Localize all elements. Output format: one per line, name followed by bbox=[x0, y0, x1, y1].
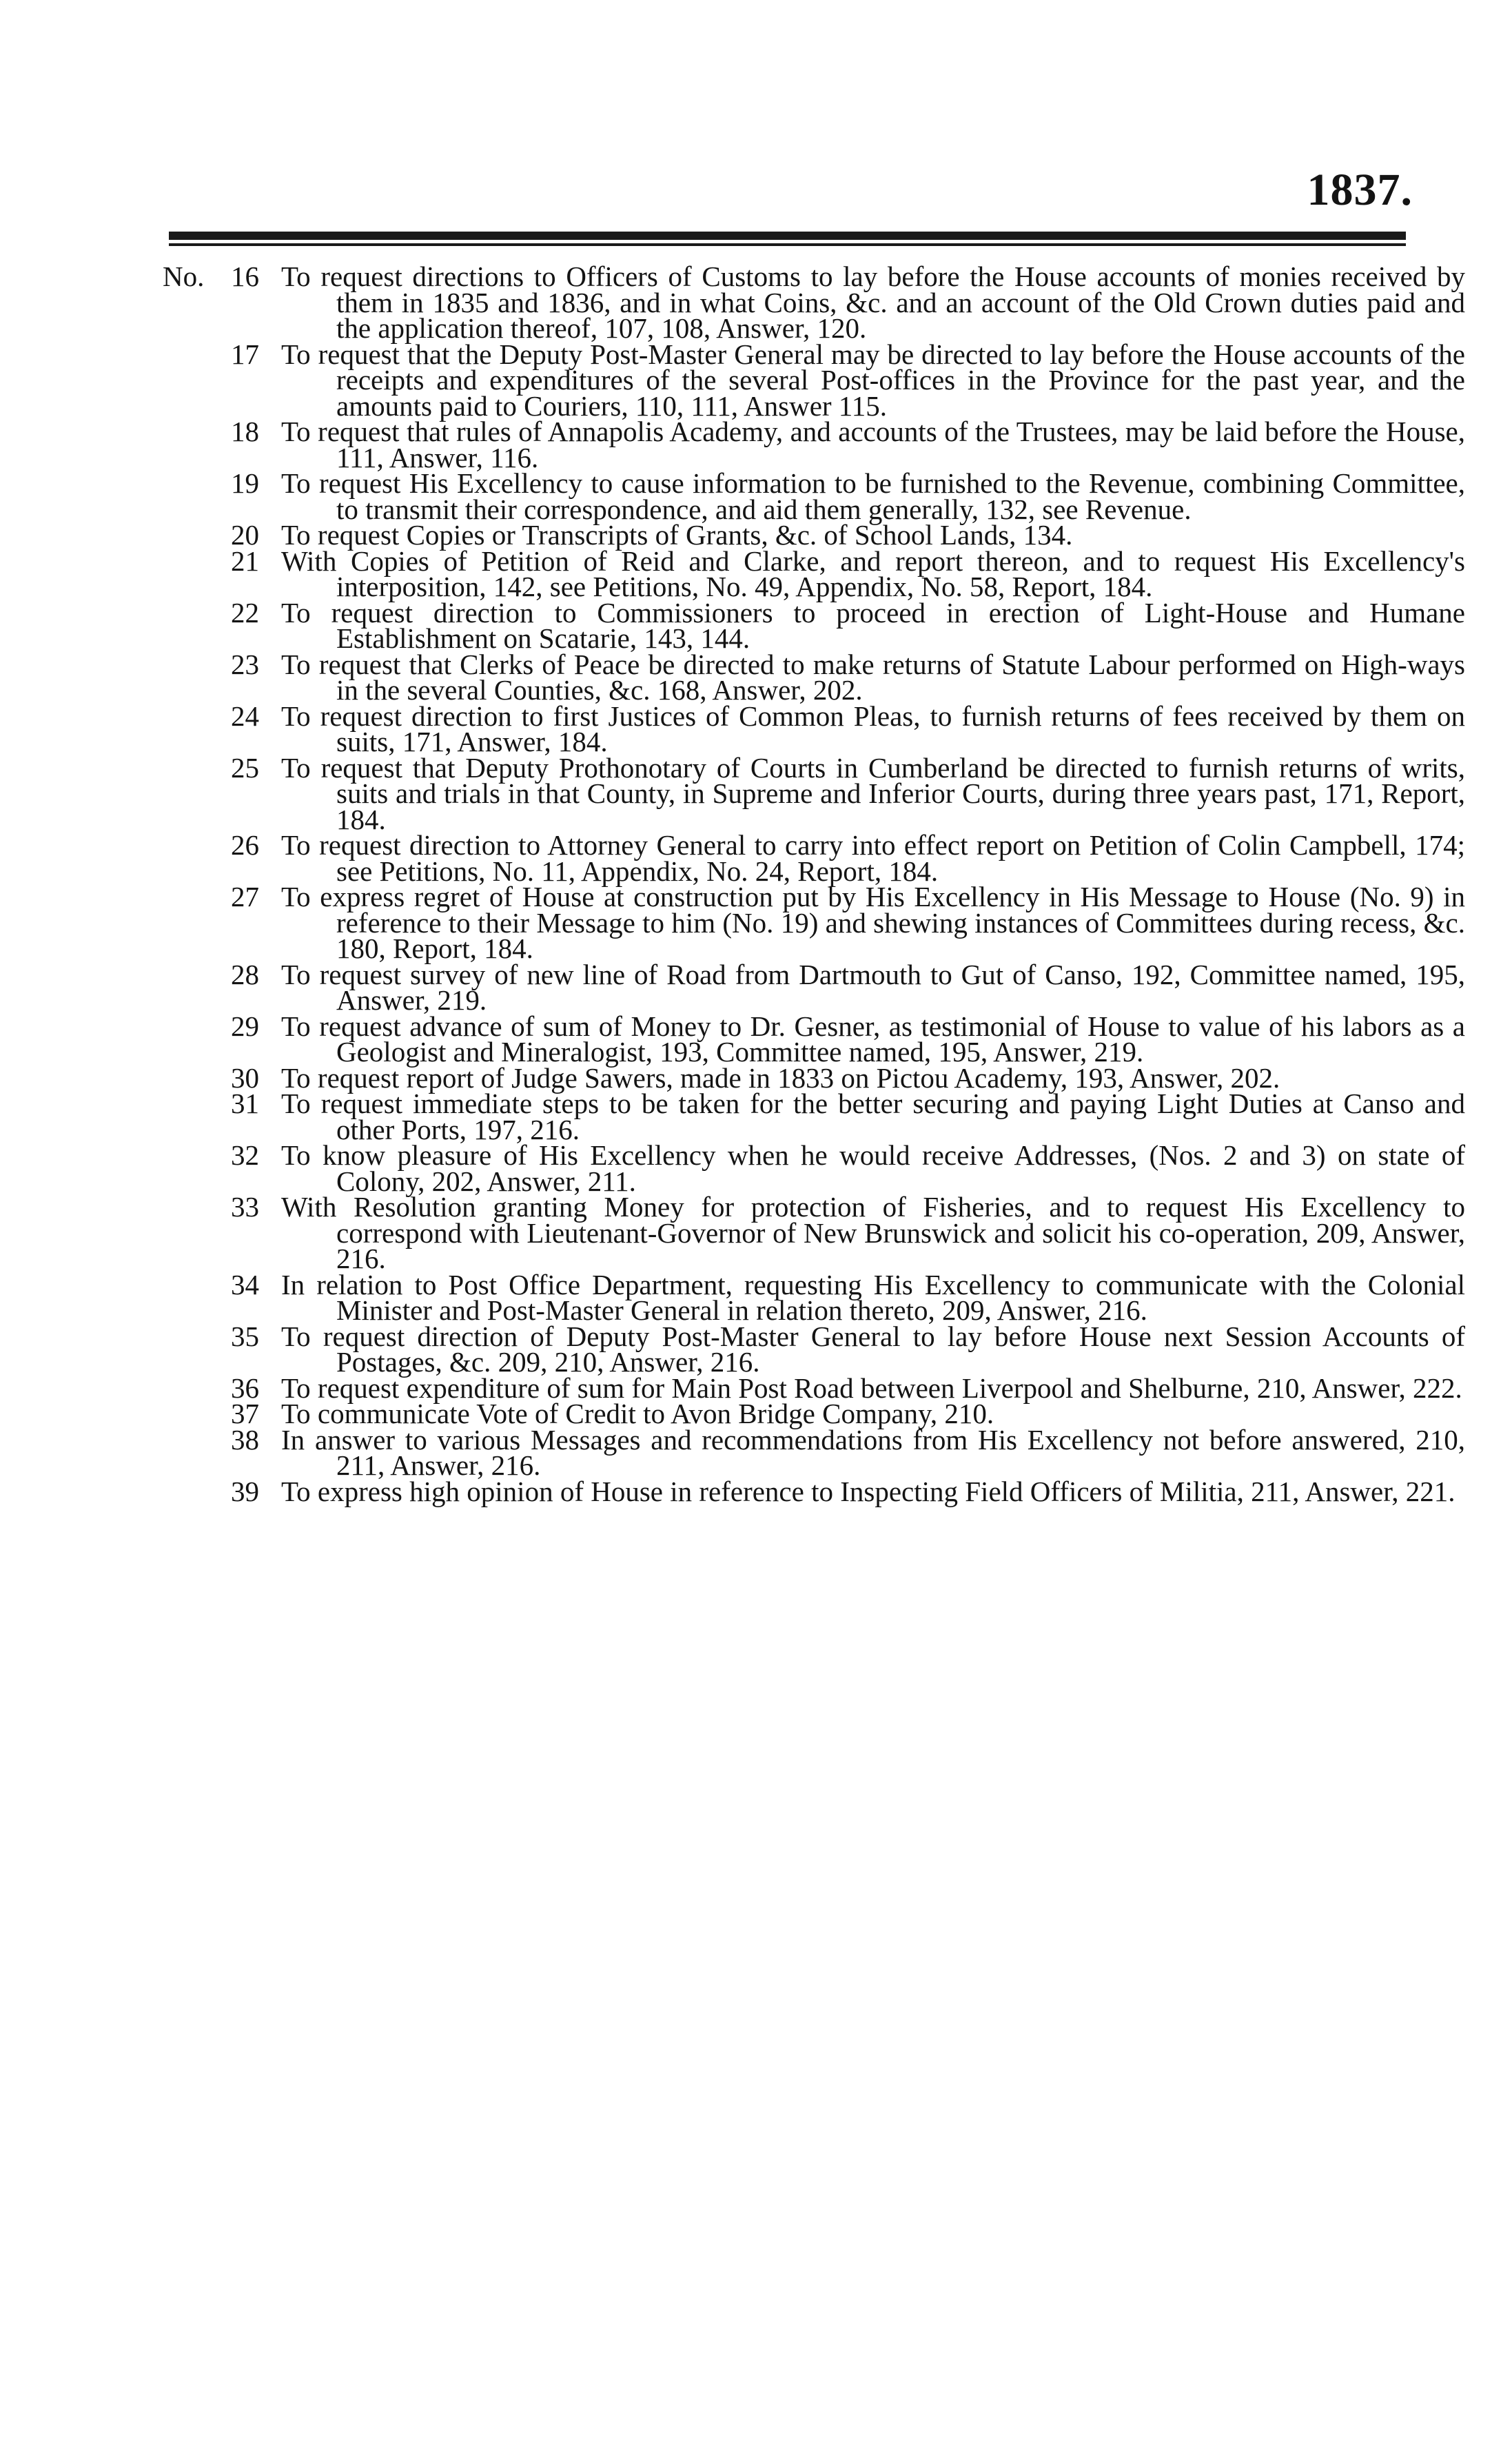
entry-number: 32 bbox=[231, 1139, 259, 1171]
list-item bbox=[0, 467, 1512, 525]
entry-number: 33 bbox=[231, 1191, 259, 1223]
entry-number: 35 bbox=[231, 1320, 259, 1352]
list-item bbox=[0, 1268, 1512, 1326]
entry-text: To request that rules of Annapolis Academy, and accounts of the Trustees, may be laid before the House, 111, Answer, 116. bbox=[281, 416, 1465, 473]
entry-text: To request expenditure of sum for Main Post Road between Liverpool and Shelburne, 210, Answer, 222. bbox=[281, 1371, 1462, 1404]
list-item bbox=[0, 261, 1512, 344]
entry-text: To request that Deputy Prothonotary of Courts in Cumberland be directed to furnish returns of writs, suits and trials in that County, in Supreme and Inferior Courts, during three years past, 171, Report, 184. bbox=[281, 751, 1465, 835]
entry-number: 37 bbox=[231, 1398, 259, 1429]
entry-text: To request report of Judge Sawers, made in 1833 on Pictou Academy, 193, Answer, 202. bbox=[281, 1061, 1280, 1094]
entry-text: To express high opinion of House in reference to Inspecting Field Officers of Militia, 211, Answer, 221. bbox=[281, 1475, 1455, 1507]
list-item bbox=[0, 596, 1512, 654]
entry-text: To request immediate steps to be taken for the better securing and paying Light Duties at Canso and other Ports, 197, 216. bbox=[281, 1088, 1465, 1145]
entry-number: 28 bbox=[231, 958, 259, 990]
entry-number: 34 bbox=[231, 1268, 259, 1300]
entry-text: To express regret of House at construction put by His Excellency in His Message to House (No. 9) in reference to their Message to him (No. 19) and shewing instances of Committees during recess, &c. 180, Report, 184. bbox=[281, 881, 1465, 964]
entry-number: 27 bbox=[231, 881, 259, 912]
list-item bbox=[0, 958, 1512, 1016]
list-item bbox=[0, 1191, 1512, 1274]
list-item bbox=[0, 1398, 1512, 1429]
entry-number: 19 bbox=[231, 467, 259, 499]
entry-number: 26 bbox=[231, 829, 259, 861]
entry-text: In answer to various Messages and recommendations from His Excellency not before answered, 210, 211, Answer, 216. bbox=[281, 1423, 1465, 1481]
list-item bbox=[0, 338, 1512, 422]
entry-number: 21 bbox=[231, 544, 259, 577]
list-item bbox=[0, 829, 1512, 887]
entry-text: To request advance of sum of Money to Dr. Gesner, as testimonial of House to value of his labors as a Geologist and Mineralogist, 193, Committee named, 195, Answer, 219. bbox=[281, 1010, 1465, 1068]
entry-text: To request that Clerks of Peace be directed to make returns of Statute Labour performed on High-ways in the several Counties, &c. 168, Answer, 202. bbox=[281, 648, 1465, 706]
list-item bbox=[0, 881, 1512, 964]
entry-text: To request directions to Officers of Customs to lay before the House accounts of monies received by them in 1835 and 1836, and in what Coins, &c. and an account of the Old Crown duties paid and the application thereof, 107, 108, Answer, 120. bbox=[281, 261, 1465, 344]
list-item bbox=[0, 1010, 1512, 1068]
entry-number: 24 bbox=[231, 700, 259, 732]
entry-number: 39 bbox=[231, 1475, 259, 1507]
header-rule-thin bbox=[169, 243, 1406, 246]
entry-number: 23 bbox=[231, 648, 259, 680]
entry-prefix: No. bbox=[163, 261, 205, 292]
entry-text: With Copies of Petition of Reid and Clarke, and report thereon, and to request His Excellency's interposition, 142, see Petitions, No. 49, Appendix, No. 58, Report, 184. bbox=[281, 544, 1465, 602]
entry-number: 20 bbox=[231, 519, 259, 551]
entry-number: 30 bbox=[231, 1061, 259, 1094]
entry-text: To communicate Vote of Credit to Avon Bridge Company, 210. bbox=[281, 1398, 994, 1429]
list-item bbox=[0, 544, 1512, 602]
entry-list bbox=[0, 261, 1512, 1507]
list-item bbox=[0, 700, 1512, 757]
entry-number: 17 bbox=[231, 338, 259, 370]
header-rule-thick bbox=[169, 232, 1406, 240]
entry-text: To request direction to Attorney General to carry into effect report on Petition of Colin Campbell, 174; see Petitions, No. 11, Appendix, No. 24, Report, 184. bbox=[281, 829, 1465, 887]
entry-text: With Resolution granting Money for protection of Fisheries, and to request His Excellency to correspond with Lieutenant-Governor of New Brunswick and solicit his co-operation, 209, Answer, 216. bbox=[281, 1191, 1465, 1274]
list-item bbox=[0, 751, 1512, 835]
list-item bbox=[0, 519, 1512, 551]
list-item bbox=[0, 416, 1512, 473]
page-year: 1837. bbox=[1307, 165, 1413, 215]
entry-number: 29 bbox=[231, 1010, 259, 1042]
entry-number: 38 bbox=[231, 1423, 259, 1456]
list-item bbox=[0, 1088, 1512, 1145]
list-item bbox=[0, 1139, 1512, 1197]
list-item bbox=[0, 648, 1512, 706]
entry-text: To request direction to first Justices of Common Pleas, to furnish returns of fees received by them on suits, 171, Answer, 184. bbox=[281, 700, 1465, 757]
entry-number: 16 bbox=[231, 261, 259, 292]
entry-number: 36 bbox=[231, 1371, 259, 1404]
entry-text: To request direction of Deputy Post-Master General to lay before House next Session Accounts of Postages, &c. 209, 210, Answer, 216. bbox=[281, 1320, 1465, 1378]
entry-number: 25 bbox=[231, 751, 259, 784]
entry-text: To request His Excellency to cause information to be furnished to the Revenue, combining Committee, to transmit their correspondence, and aid them generally, 132, see Revenue. bbox=[281, 467, 1465, 525]
entry-number: 18 bbox=[231, 416, 259, 447]
list-item bbox=[0, 1423, 1512, 1481]
entry-number: 31 bbox=[231, 1088, 259, 1119]
list-item bbox=[0, 1320, 1512, 1378]
list-item bbox=[0, 1475, 1512, 1507]
entry-number: 22 bbox=[231, 596, 259, 629]
entry-text: To request survey of new line of Road from Dartmouth to Gut of Canso, 192, Committee named, 195, Answer, 219. bbox=[281, 958, 1465, 1016]
entry-text: To know pleasure of His Excellency when he would receive Addresses, (Nos. 2 and 3) on state of Colony, 202, Answer, 211. bbox=[281, 1139, 1465, 1197]
entry-text: To request direction to Commissioners to proceed in erection of Light-House and Humane Establishment on Scatarie, 143, 144. bbox=[281, 596, 1465, 654]
entry-text: To request Copies or Transcripts of Grants, &c. of School Lands, 134. bbox=[281, 519, 1073, 551]
entry-text: To request that the Deputy Post-Master General may be directed to lay before the House accounts of the receipts and expenditures of the several Post-offices in the Province for the past year, and the amounts paid to Couriers, 110, 111, Answer 115. bbox=[281, 338, 1465, 422]
entry-text: In relation to Post Office Department, requesting His Excellency to communicate with the Colonial Minister and Post-Master General in relation thereto, 209, Answer, 216. bbox=[281, 1268, 1465, 1326]
